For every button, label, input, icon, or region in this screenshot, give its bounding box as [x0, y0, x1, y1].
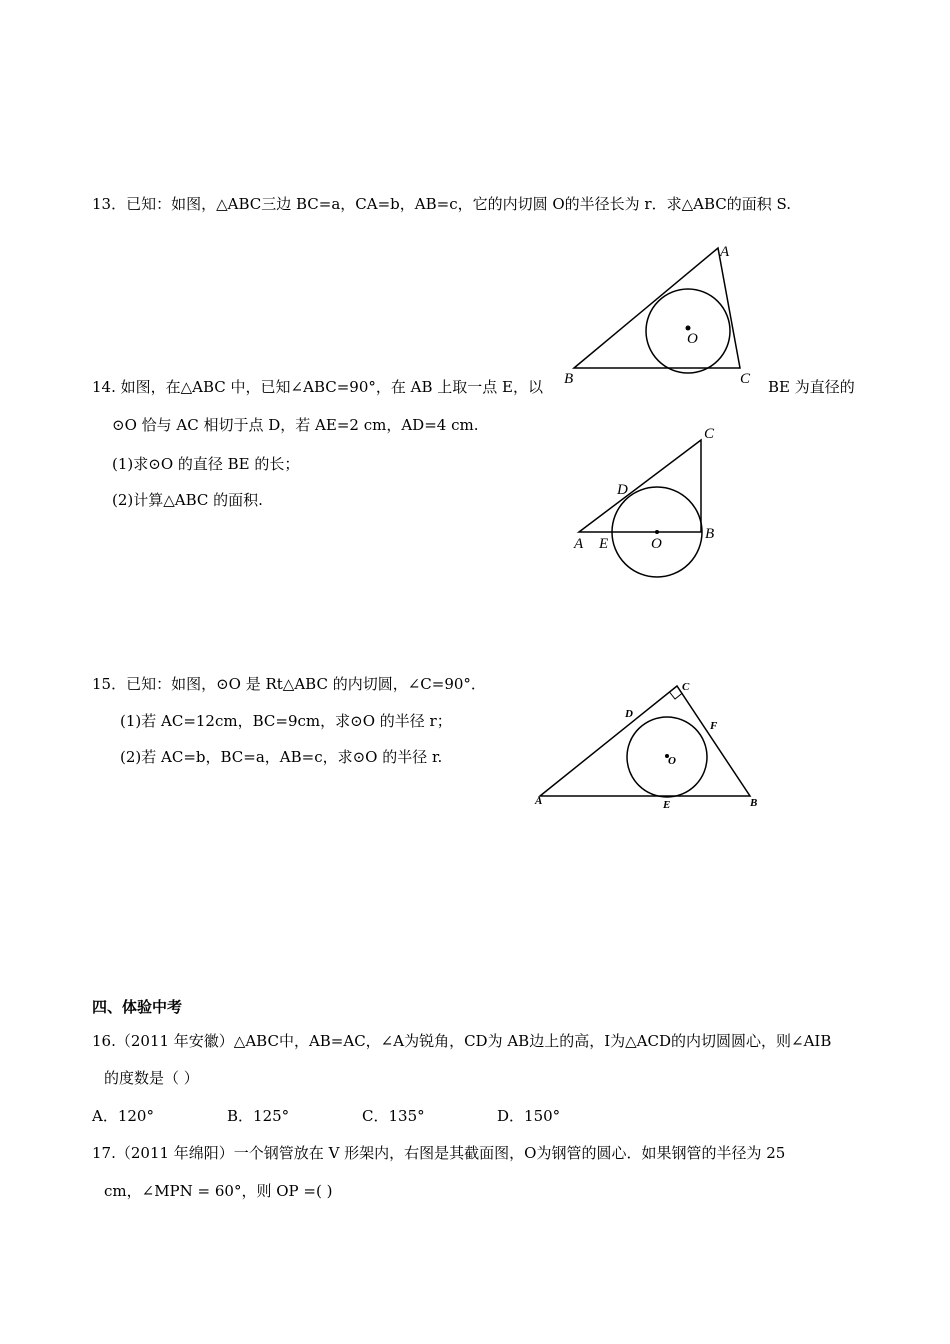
- right-triangle-abc: [540, 686, 750, 796]
- label-a: A: [535, 795, 543, 807]
- q14-figure: [565, 420, 730, 585]
- label-b: B: [705, 526, 715, 542]
- q16-option-c: C．135°: [362, 1107, 425, 1125]
- center-point-o: [686, 326, 691, 331]
- label-f: F: [710, 720, 718, 732]
- q15-line3: (2)若 AC=b，BC=a，AB=c，求⊙O 的半径 r.: [120, 748, 443, 766]
- q16-option-d: D．150°: [497, 1107, 561, 1125]
- label-b: B: [750, 797, 758, 809]
- right-angle-mark: [670, 692, 683, 699]
- label-a: A: [574, 536, 584, 552]
- q13-text: 13．已知：如图，△ABC三边 BC=a，CA=b，AB=c，它的内切圆 O的半径长为 r．求△ABC的面积 S.: [92, 195, 792, 213]
- label-c: C: [704, 426, 715, 442]
- q16-line2: 的度数是（ ）: [104, 1069, 199, 1087]
- triangle-abc: [574, 248, 740, 368]
- label-d: D: [625, 708, 633, 720]
- label-b: B: [564, 371, 574, 387]
- q15-line2: (1)若 AC=12cm，BC=9cm，求⊙O 的半径 r；: [120, 712, 452, 730]
- label-c: C: [740, 371, 751, 387]
- q14-line1-right: BE 为直径的: [768, 378, 855, 396]
- section-heading: 四、体验中考: [92, 998, 183, 1016]
- label-o: O: [668, 755, 676, 767]
- q16-option-b: B．125°: [227, 1107, 290, 1125]
- label-a: A: [720, 244, 730, 260]
- q14-line4: (2)计算△ABC 的面积.: [112, 491, 263, 509]
- center-point-o: [655, 530, 659, 534]
- q14-line3: (1)求⊙O 的直径 BE 的长；: [112, 455, 300, 473]
- q14-line2: ⊙O 恰与 AC 相切于点 D，若 AE=2 cm，AD=4 cm.: [112, 416, 479, 434]
- q16-option-a: A．120°: [92, 1107, 154, 1125]
- label-c: C: [682, 681, 690, 693]
- label-e: E: [663, 799, 671, 811]
- label-o: O: [651, 536, 662, 552]
- q16-line1: 16.（2011 年安徽）△ABC中，AB=AC，∠A为锐角，CD为 AB边上的高，I为△ACD的内切圆圆心，则∠AIB: [92, 1032, 832, 1050]
- q17-line2: cm，∠MPN = 60°，则 OP =( ): [104, 1182, 333, 1200]
- q15-figure: [530, 680, 765, 815]
- label-e: E: [599, 536, 609, 552]
- label-o: O: [687, 331, 698, 347]
- q15-line1: 15．已知：如图，⊙O 是 Rt△ABC 的内切圆，∠C=90°．: [92, 675, 486, 693]
- q17-line1: 17.（2011 年绵阳）一个钢管放在 V 形架内，右图是其截面图，O为钢管的圆心．如果钢管的半径为 25: [92, 1144, 786, 1162]
- q14-line1-left: 14. 如图，在△ABC 中，已知∠ABC=90°，在 AB 上取一点 E，以: [92, 378, 543, 396]
- label-d: D: [617, 482, 628, 498]
- triangle-abc: [579, 440, 701, 532]
- q13-figure: [560, 240, 760, 390]
